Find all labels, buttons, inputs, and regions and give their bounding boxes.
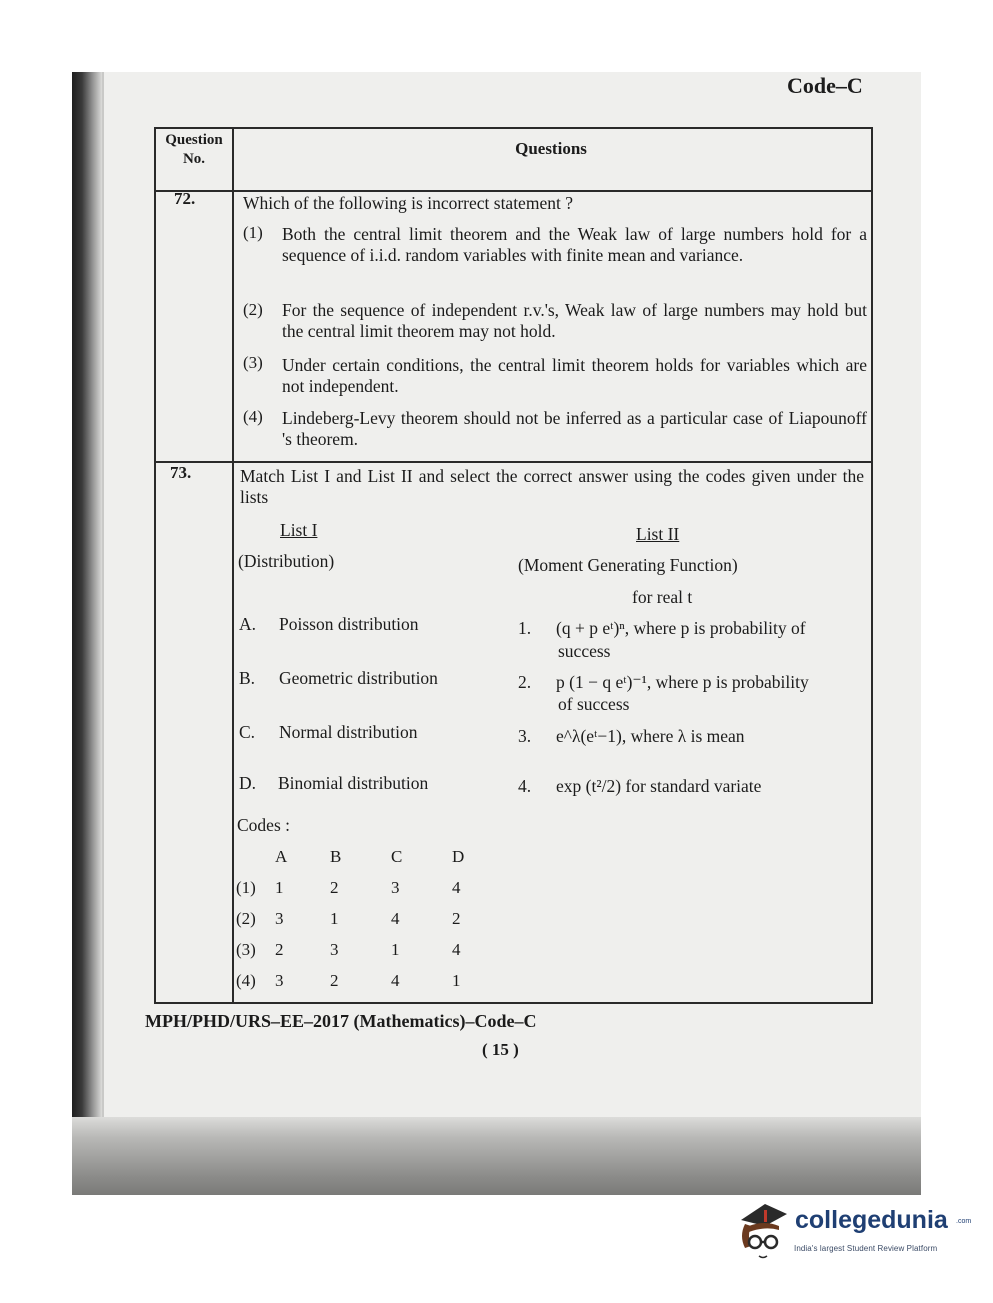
codes-row-1-no: (1) xyxy=(236,878,256,897)
codes-row-2-c: 4 xyxy=(391,909,400,928)
codes-head-d: D xyxy=(452,847,465,866)
list1-subtitle: (Distribution) xyxy=(238,551,335,571)
codes-row-1-c: 3 xyxy=(391,878,400,897)
list2-key-3: 3. xyxy=(518,726,532,746)
page-number: ( 15 ) xyxy=(482,1040,519,1059)
list2-item-1-line1: (q + p eᵗ)ⁿ, where p is probability of xyxy=(556,618,806,638)
q72-option-2-text: For the sequence of independent r.v.'s, Weak law of large numbers may hold but the central limit theorem may not hold. xyxy=(282,300,867,341)
scan-margin-line xyxy=(102,72,104,1122)
list2-item-1-line2: success xyxy=(558,641,611,661)
codes-row-2-a: 3 xyxy=(275,909,284,928)
codes-row-1-a: 1 xyxy=(275,878,284,897)
codes-row-3-no: (3) xyxy=(236,940,256,959)
q72-option-3-no: (3) xyxy=(243,353,263,372)
list2-item-4: exp (t²/2) for standard variate xyxy=(556,776,762,796)
question-number-73: 73. xyxy=(170,463,192,482)
list1-item-a: Poisson distribution xyxy=(279,614,419,634)
codes-label: Codes : xyxy=(237,815,290,835)
row-divider xyxy=(156,461,871,463)
codes-row-4-c: 4 xyxy=(391,971,400,990)
footer-paper-code: MPH/PHD/URS–EE–2017 (Mathematics)–Code–C xyxy=(145,1011,537,1031)
codes-row-3-b: 3 xyxy=(330,940,339,959)
list2-item-2-line2: of success xyxy=(558,694,630,714)
list1-key-b: B. xyxy=(239,668,256,688)
list1-item-b: Geometric distribution xyxy=(279,668,438,688)
list2-key-2: 2. xyxy=(518,672,532,692)
codes-row-4-d: 1 xyxy=(452,971,461,990)
list2-title: List II xyxy=(636,524,680,544)
brand-name: collegedunia xyxy=(795,1206,948,1234)
code-label: Code–C xyxy=(787,73,863,98)
list2-item-2-line1: p (1 − q eᵗ)⁻¹, where p is probability xyxy=(556,672,809,692)
codes-row-4-a: 3 xyxy=(275,971,284,990)
q73-stem: Match List I and List II and select the correct answer using the codes given under the lists xyxy=(240,466,864,507)
brand-tld: .com xyxy=(956,1218,972,1225)
codes-row-1-d: 4 xyxy=(452,878,461,897)
list2-subtitle-2: for real t xyxy=(632,587,693,607)
codes-row-1-b: 2 xyxy=(330,878,339,897)
codes-row-2-no: (2) xyxy=(236,909,256,928)
codes-row-3-a: 2 xyxy=(275,940,284,959)
list2-key-1: 1. xyxy=(518,618,532,638)
codes-row-4-no: (4) xyxy=(236,971,256,990)
q72-option-4-text: Lindeberg-Levy theorem should not be inferred as a particular case of Liapounoff 's theorem. xyxy=(282,408,867,449)
scan-bottom-shadow xyxy=(72,1117,921,1195)
list2-key-4: 4. xyxy=(518,776,532,796)
brand-tagline: India's largest Student Review Platform xyxy=(794,1244,938,1253)
list1-key-d: D. xyxy=(239,773,257,793)
q72-option-1-no: (1) xyxy=(243,223,263,242)
q72-option-1-text: Both the central limit theorem and the Weak law of large numbers hold for a sequence of i.i.d. random variables with finite mean and variance. xyxy=(282,224,867,265)
codes-head-c: C xyxy=(391,847,403,866)
question-number-72: 72. xyxy=(174,189,196,208)
q72-option-4-no: (4) xyxy=(243,407,263,426)
list1-key-a: A. xyxy=(239,614,257,634)
graduate-face-icon xyxy=(735,1196,791,1266)
header-questions: Questions xyxy=(515,139,587,158)
codes-head-b: B xyxy=(330,847,342,866)
codes-row-4-b: 2 xyxy=(330,971,339,990)
list1-key-c: C. xyxy=(239,722,256,742)
list2-subtitle: (Moment Generating Function) xyxy=(518,555,738,575)
codes-row-3-c: 1 xyxy=(391,940,400,959)
list1-item-c: Normal distribution xyxy=(279,722,418,742)
codes-row-2-d: 2 xyxy=(452,909,461,928)
list1-item-d: Binomial distribution xyxy=(278,773,429,793)
header-question-no: Question No. xyxy=(165,132,223,167)
q72-option-2-no: (2) xyxy=(243,300,263,319)
q72-stem: Which of the following is incorrect statement ? xyxy=(243,193,573,213)
list2-item-3: e^λ(eᵗ−1), where λ is mean xyxy=(556,726,745,746)
collegedunia-logo xyxy=(735,1196,972,1271)
codes-row-2-b: 1 xyxy=(330,909,339,928)
column-divider xyxy=(232,129,234,1002)
list1-title: List I xyxy=(280,520,318,540)
codes-row-3-d: 4 xyxy=(452,940,461,959)
scan-binding-shadow xyxy=(72,72,102,1195)
codes-head-a: A xyxy=(275,847,288,866)
q72-option-3-text: Under certain conditions, the central limit theorem holds for variables which are not independent. xyxy=(282,355,867,396)
